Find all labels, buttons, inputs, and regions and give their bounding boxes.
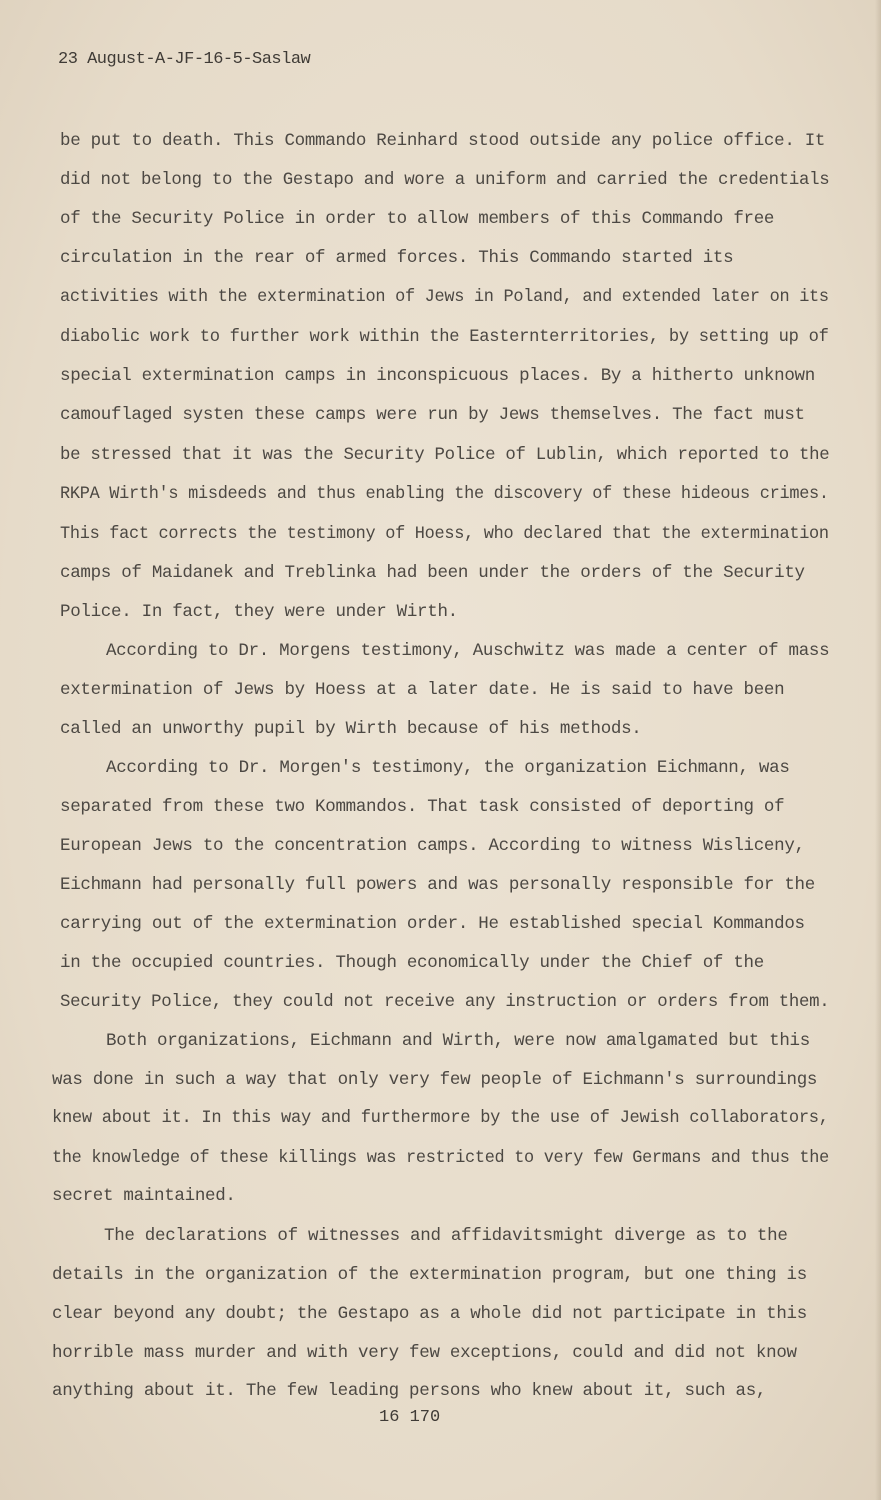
- text-line: This fact corrects the testimony of Hoess, who declared that the extermination: [60, 524, 829, 544]
- text-line: clear beyond any doubt; the Gestapo as a whole did not participate in this: [52, 1304, 807, 1324]
- page-number: 16 170: [379, 1408, 441, 1427]
- text-line: secret maintained.: [52, 1186, 236, 1206]
- text-line: RKPA Wirth's misdeeds and thus enabling the discovery of these hideous crimes.: [60, 484, 829, 504]
- text-line: separated from these two Kommandos. That task consisted of deporting of: [60, 797, 785, 817]
- text-line: According to Dr. Morgen's testimony, the organization Eichmann, was: [106, 758, 790, 778]
- text-line: European Jews to the concentration camps. According to witness Wisliceny,: [60, 836, 805, 856]
- text-line: knew about it. In this way and furthermore by the use of Jewish collaborators,: [52, 1108, 829, 1128]
- text-line: camouflaged systen these camps were run by Jews themselves. The fact must: [60, 405, 805, 425]
- text-line: Eichmann had personally full powers and was personally responsible for the: [60, 875, 815, 895]
- text-line: called an unworthy pupil by Wirth because of his methods.: [60, 719, 642, 739]
- text-line: was done in such a way that only very few people of Eichmann's surroundings: [52, 1070, 818, 1090]
- text-line: Security Police, they could not receive any instruction or orders from them.: [60, 992, 830, 1012]
- text-line: anything about it. The few leading persons who knew about it, such as,: [52, 1381, 767, 1401]
- text-line: be put to death. This Commando Reinhard stood outside any police office. It: [60, 131, 826, 151]
- text-line: circulation in the rear of armed forces. This Commando started its: [60, 248, 734, 268]
- text-line: diabolic work to further work within the Easternterritories, by setting up of: [60, 327, 829, 347]
- text-line: did not belong to the Gestapo and wore a uniform and carried the credentials: [60, 170, 830, 190]
- text-line: According to Dr. Morgens testimony, Auschwitz was made a center of mass: [106, 641, 830, 661]
- text-line: carrying out of the extermination order. He established special Kommandos: [60, 914, 805, 934]
- text-line: Police. In fact, they were under Wirth.: [60, 602, 458, 622]
- page-edge-shadow: [875, 0, 881, 1500]
- text-line: The declarations of witnesses and affidavitsmight diverge as to the: [104, 1226, 788, 1246]
- document-reference-header: 23 August-A-JF-16-5-Saslaw: [58, 50, 311, 69]
- text-line: Both organizations, Eichmann and Wirth, were now amalgamated but this: [106, 1031, 810, 1051]
- text-line: be stressed that it was the Security Police of Lublin, which reported to the: [60, 445, 830, 465]
- text-line: horrible mass murder and with very few exceptions, could and did not know: [52, 1343, 797, 1363]
- text-line: activities with the extermination of Jews in Poland, and extended later on its: [60, 287, 829, 307]
- text-line: in the occupied countries. Though economically under the Chief of the: [60, 953, 764, 973]
- text-line: special extermination camps in inconspicuous places. By a hitherto unknown: [60, 366, 815, 386]
- text-line: the knowledge of these killings was restricted to very few Germans and thus the: [52, 1148, 829, 1168]
- text-line: details in the organization of the extermination program, but one thing is: [52, 1265, 807, 1285]
- text-line: extermination of Jews by Hoess at a later date. He is said to have been: [60, 680, 785, 700]
- text-line: of the Security Police in order to allow members of this Commando free: [60, 209, 775, 229]
- text-line: camps of Maidanek and Treblinka had been under the orders of the Security: [60, 563, 805, 583]
